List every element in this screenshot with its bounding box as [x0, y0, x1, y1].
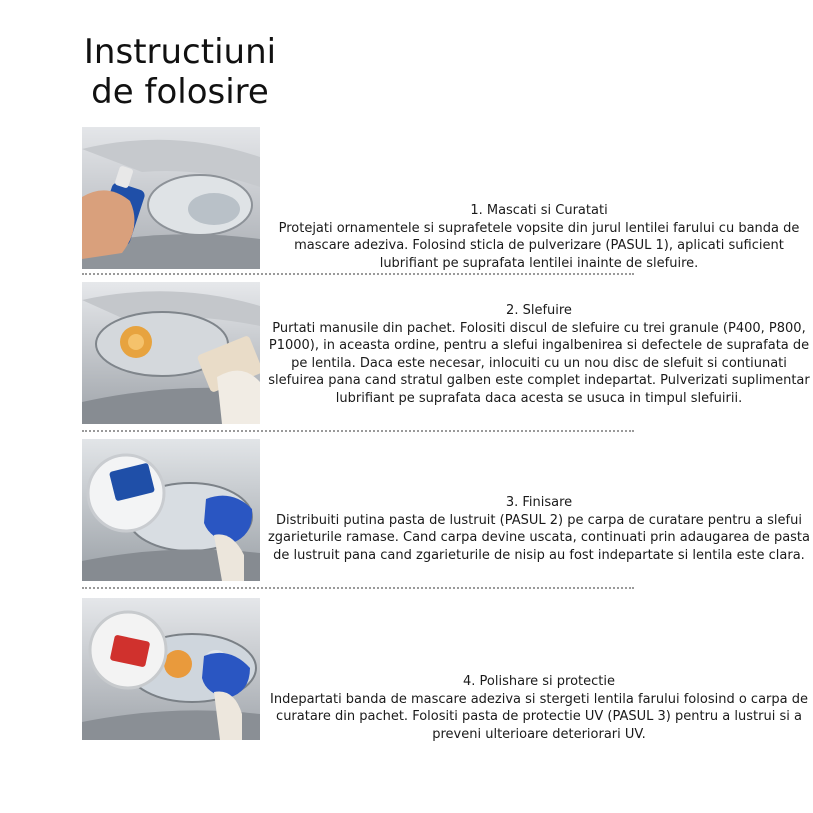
step-2-text [266, 302, 812, 407]
title-line-2: de folosire [91, 72, 269, 112]
step-4-title: 4. Polishare si protectie [463, 674, 615, 689]
step-4-text [266, 673, 812, 743]
step-divider [82, 430, 634, 432]
step-4-description: Indepartati banda de mascare adeziva si stergeti lentila farului folosind o carpa de curatare din pachet. Folositi pasta de protectie UV (PASUL 3) pentru a lustrui si a preveni ulterioare deteriorari UV. [270, 691, 808, 742]
step-3-title: 3. Finisare [505, 495, 573, 510]
step-4-image [82, 598, 260, 740]
step-2-title: 2. Slefuire [506, 303, 572, 318]
step-1-image [82, 127, 260, 269]
step-divider [82, 273, 634, 275]
step-3-image [82, 439, 260, 581]
step-3-description: Distribuiti putina pasta de lustruit (PASUL 2) pe carpa de curatare pentru a slefui zgarieturile ramase. Cand carpa devine uscata, continuati prin adaugarea de pasta de lustruit pana cand zgarieturile de nisip au fost indepartate si lentila este clara. [267, 512, 810, 563]
step-2-description: Purtati manusile din pachet. Folositi discul de slefuire cu trei granule (P400, P800, P1000), in aceasta ordine, pentru a slefui ingalbenirea si defectele de suprafata de pe lentila. Daca este necesar, inlocuiti cu un nou disc de slefuit si contiunati slefuirea pana cand stratul galben este complet indepartat. Pulverizati suplimentar lubrifiant pe suprafata daca acesta se usuca in timpul slefuirii. [268, 320, 810, 406]
step-divider [82, 587, 634, 589]
page-title [50, 32, 310, 112]
step-1-text [266, 202, 812, 272]
title-line-1: Instructiuni [83, 32, 277, 72]
step-2-image [82, 282, 260, 424]
step-3-text [266, 494, 812, 564]
step-1-title: 1. Mascati si Curatati [470, 203, 608, 218]
step-1-description: Protejati ornamentele si suprafetele vopsite din jurul lentilei farului cu banda de mascare adeziva. Folosind sticla de pulverizare (PASUL 1), aplicati suficient lubrifiant pe suprafata lentilei inainte de slefuire. [278, 220, 800, 271]
